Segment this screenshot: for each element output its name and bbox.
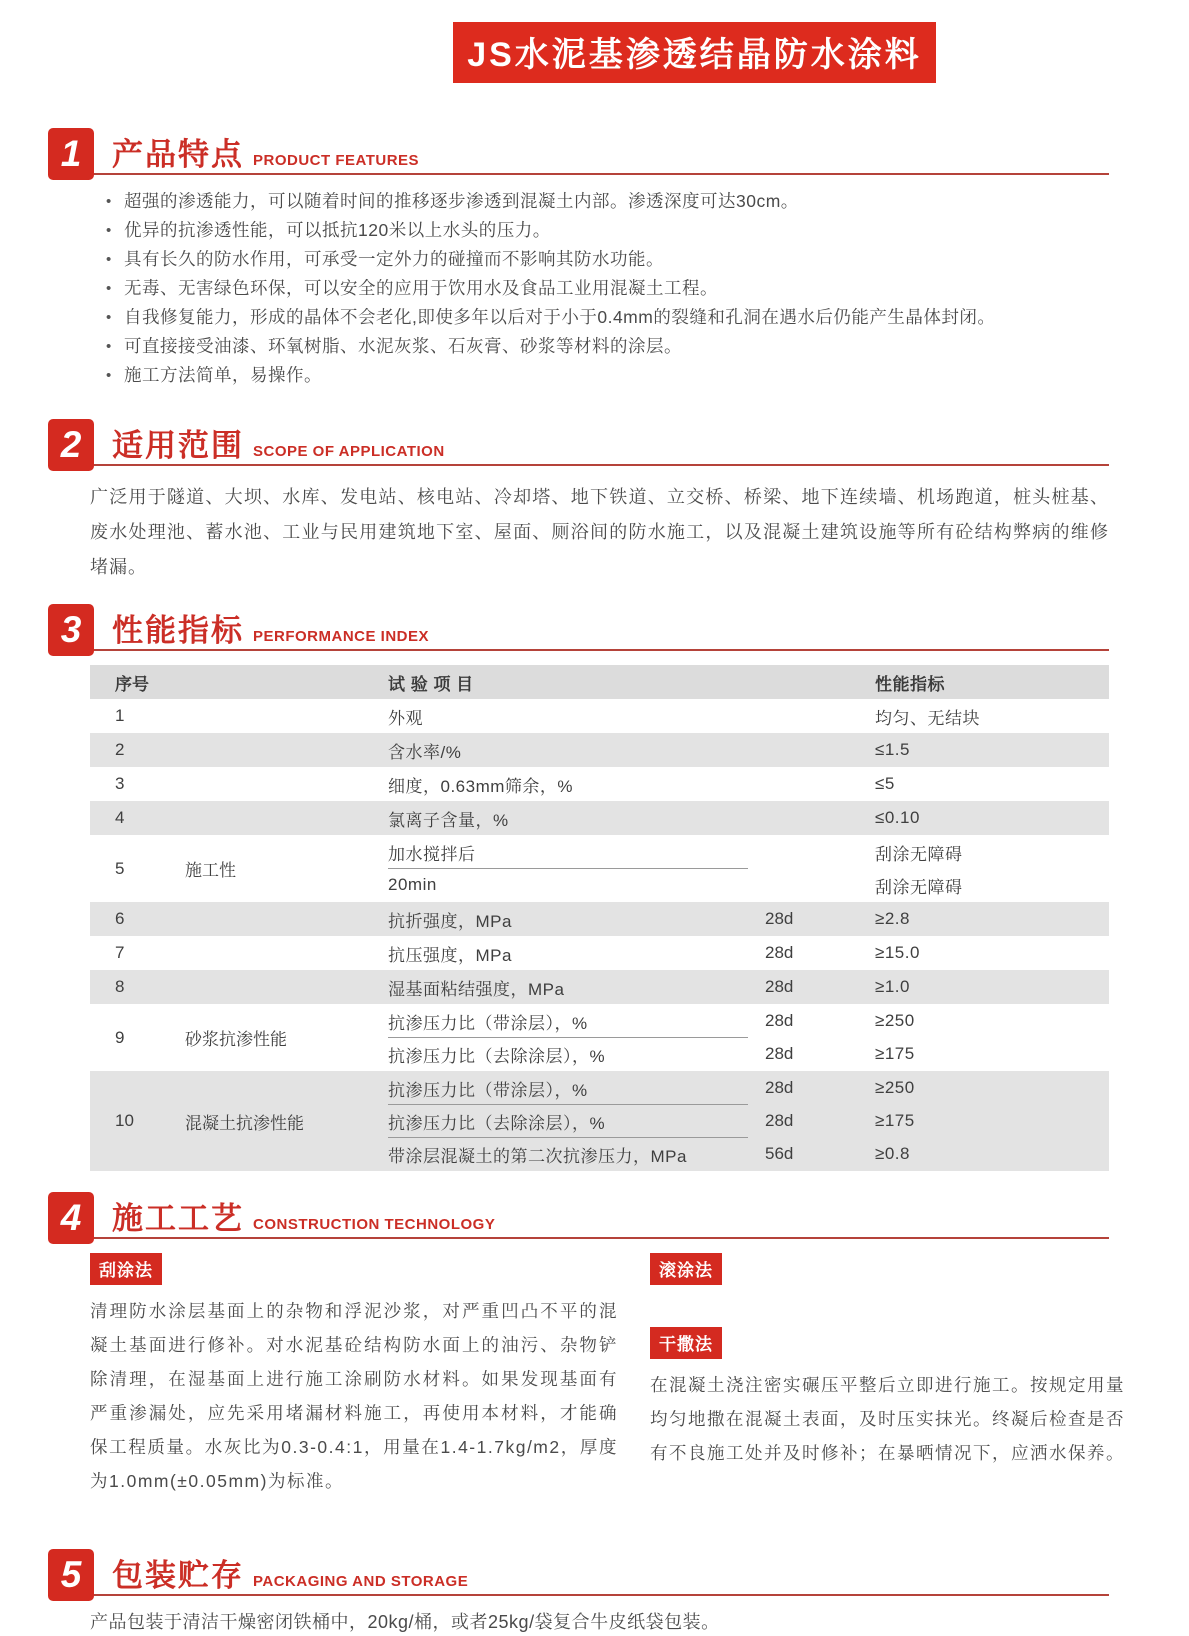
section-4-number-badge: 4 [48,1192,94,1244]
section-packaging-header [48,1542,1109,1596]
cell-index: ≥0.8 [875,1144,910,1163]
subrow-divider [388,1137,748,1138]
section-performance [48,597,1109,1171]
cell-item: 抗渗压力比（去除涂层），% [388,1113,606,1133]
cell-index: 刮涂无障碍 [875,877,963,897]
section-features-title: 产品特点 [112,137,244,172]
section-features-titles [112,139,419,170]
table-subrow [375,872,1109,898]
performance-table [90,665,1109,1171]
cell-item: 加水搅拌后 [388,844,476,864]
section-3-number-badge: 3 [48,604,94,656]
section-performance-header [48,597,1109,651]
section-underline [54,1237,1109,1239]
section-construction [48,1185,1125,1516]
cell-no: 2 [115,740,125,759]
cell-index: ≥175 [875,1044,915,1063]
dry-method-badge: 干撒法 [650,1327,722,1359]
cell-category: 砂浆抗渗性能 [185,1030,287,1049]
cell-category: 混凝土抗渗性能 [185,1113,304,1133]
section-underline [54,173,1109,175]
cell-no: 10 [115,1111,134,1130]
packaging-paragraph: 产品包装于清洁干燥密闭铁桶中，20kg/桶，或者25kg/袋复合牛皮纸袋包装。 [90,1611,720,1632]
table-row [90,699,1109,733]
cell-index: ≥175 [875,1111,915,1130]
header-item: 试 验 项 目 [388,674,474,694]
banner-wrap [0,0,1189,83]
table-row [90,767,1109,801]
cell-age: 28d [765,1111,794,1130]
section-construction-header [48,1185,1109,1239]
feature-bullet: • 具有长久的防水作用，可承受一定外力的碰撞而不影响其防水功能。 [106,245,1109,274]
cell-item: 带涂层混凝土的第二次抗渗压力，MPa [388,1146,687,1166]
table-subrow [375,1108,1109,1134]
cell-no: 4 [115,808,125,827]
section-scope-header [48,412,1109,466]
cell-age: 28d [765,1078,794,1097]
feature-bullet: • 优异的抗渗透性能，可以抵抗120米以上水头的压力。 [106,216,1109,245]
cell-no: 1 [115,706,125,725]
section-packaging-subtitle: PACKAGING AND STORAGE [253,1572,469,1590]
table-row [90,970,1109,1004]
table-row [90,1071,1109,1171]
feature-bullet: • 自我修复能力，形成的晶体不会老化,即使多年以后对于小于0.4mm的裂缝和孔洞在遇水后仍能产生晶体封闭。 [106,303,1109,332]
section-construction-titles [112,1203,495,1234]
table-row [90,835,1109,902]
cell-item: 抗渗压力比（带涂层），% [388,1013,588,1033]
table-row [90,902,1109,936]
table-subrow [375,1041,1109,1067]
cell-item: 外观 [388,708,423,728]
table-subrow [375,1075,1109,1101]
row-subrows [375,1071,1109,1171]
cell-no: 3 [115,774,125,793]
section-packaging-title: 包装贮存 [112,1557,244,1593]
scrape-method-column [90,1253,618,1516]
section-packaging-titles [112,1557,469,1593]
header-no: 序号 [115,674,149,694]
cell-item: 抗折强度，MPa [388,911,512,931]
construction-columns [90,1253,1125,1516]
section-underline [54,464,1109,466]
table-header-row [90,665,1109,699]
section-performance-subtitle: PERFORMANCE INDEX [253,628,430,645]
table-row [90,801,1109,835]
section-scope [48,412,1109,585]
table-row [90,936,1109,970]
section-features [48,121,1109,390]
section-performance-titles [112,615,429,646]
cell-no: 7 [115,943,125,962]
scrape-method-badge: 刮涂法 [90,1253,162,1285]
roll-method-badge: 滚涂法 [650,1253,722,1285]
scrape-method-text: 清理防水涂层基面上的杂物和浮泥沙浆，对严重凹凸不平的混凝土基面进行修补。对水泥基砼结构防水面上的油污、杂物铲除清理，在湿基面上进行施工涂刷防水材料。如果发现基面有严重渗漏处，应先采用堵漏材料施工，再使用本材料，才能确保工程质量。水灰比为0.3-0.4:1，用量在1.4-1.7kg/m2，厚度为1.0mm(±0.05mm)为标准。 [90,1301,618,1491]
table-row [90,733,1109,767]
cell-item: 抗渗压力比（去除涂层），% [388,1046,606,1066]
section-2-number-badge: 2 [48,419,94,471]
cell-index: ≥250 [875,1011,915,1030]
page-title: JS水泥基渗透结晶防水涂料 [453,22,936,83]
header-index: 性能指标 [875,674,945,694]
cell-item: 氯离子含量，% [388,810,509,830]
subrow-divider [388,868,748,869]
section-underline [54,1594,1109,1596]
cell-index: ≥1.0 [875,977,910,996]
cell-item: 20min [388,875,437,894]
row-subrows [375,835,1109,902]
section-scope-title: 适用范围 [112,428,244,463]
section-features-header [48,121,1109,175]
feature-bullet-list [48,187,1109,390]
feature-bullet: • 超强的渗透能力，可以随着时间的推移逐步渗透到混凝土内部。渗透深度可达30cm。 [106,187,1109,216]
section-1-number-badge: 1 [48,128,94,180]
cell-no: 9 [115,1027,125,1047]
cell-age: 28d [765,1011,794,1030]
section-packaging [48,1542,1109,1636]
table-subrow [375,1141,1109,1167]
cell-item: 细度，0.63mm筛余，% [388,776,574,796]
section-scope-subtitle: SCOPE OF APPLICATION [253,443,445,460]
cell-index: ≥2.8 [875,909,910,928]
cell-age: 28d [765,943,794,962]
cell-item: 含水率/% [388,742,462,762]
roll-dry-method-column [650,1253,1125,1516]
section-scope-titles [112,430,445,461]
feature-bullet: • 施工方法简单，易操作。 [106,361,1109,390]
cell-index: 均匀、无结块 [875,708,980,728]
section-construction-subtitle: CONSTRUCTION TECHNOLOGY [253,1216,496,1233]
section-underline [54,649,1109,651]
row-subrows [375,1004,1109,1071]
section-performance-title: 性能指标 [112,613,244,648]
feature-bullet: • 可直接接受油漆、环氧树脂、水泥灰浆、石灰膏、砂浆等材料的涂层。 [106,332,1109,361]
cell-index: ≥15.0 [875,943,920,962]
cell-item: 抗压强度，MPa [388,945,512,965]
subrow-divider [388,1104,748,1105]
subrow-divider [388,1037,748,1038]
cell-no: 6 [115,909,125,928]
table-row [90,1004,1109,1071]
cell-index: ≥250 [875,1078,915,1097]
cell-index: ≤0.10 [875,808,920,827]
feature-bullet: • 无毒、无害绿色环保，可以安全的应用于饮用水及食品工业用混凝土工程。 [106,274,1109,303]
cell-age: 56d [765,1144,794,1163]
table-subrow [375,1008,1109,1034]
dry-method-text: 在混凝土浇注密实碾压平整后立即进行施工。按规定用量均匀地撒在混凝土表面，及时压实抹光。终凝后检查是否有不良施工处并及时修补；在暴晒情况下，应洒水保养。 [650,1375,1125,1463]
section-5-number-badge: 5 [48,1549,94,1601]
cell-item: 抗渗压力比（带涂层），% [388,1080,588,1100]
cell-no: 8 [115,977,125,996]
cell-category: 施工性 [185,861,236,880]
cell-age: 28d [765,1044,794,1063]
table-subrow [375,839,1109,865]
cell-no: 5 [115,858,125,878]
cell-index: ≤1.5 [875,740,910,759]
cell-age: 28d [765,977,794,996]
spacer [650,1285,1125,1327]
scope-paragraph: 广泛用于隧道、大坝、水库、发电站、核电站、冷却塔、地下铁道、立交桥、桥梁、地下连续墙、机场跑道，桩头桩基、废水处理池、蓄水池、工业与民用建筑地下室、屋面、厕浴间的防水施工，以及混凝土建筑设施等所有砼结构弊病的维修堵漏。 [90,487,1109,577]
section-construction-title: 施工工艺 [112,1201,244,1236]
cell-index: ≤5 [875,774,895,793]
cell-age: 28d [765,909,794,928]
cell-index: 刮涂无障碍 [875,844,963,864]
cell-item: 湿基面粘结强度，MPa [388,979,565,999]
section-features-subtitle: PRODUCT FEATURES [253,152,420,169]
